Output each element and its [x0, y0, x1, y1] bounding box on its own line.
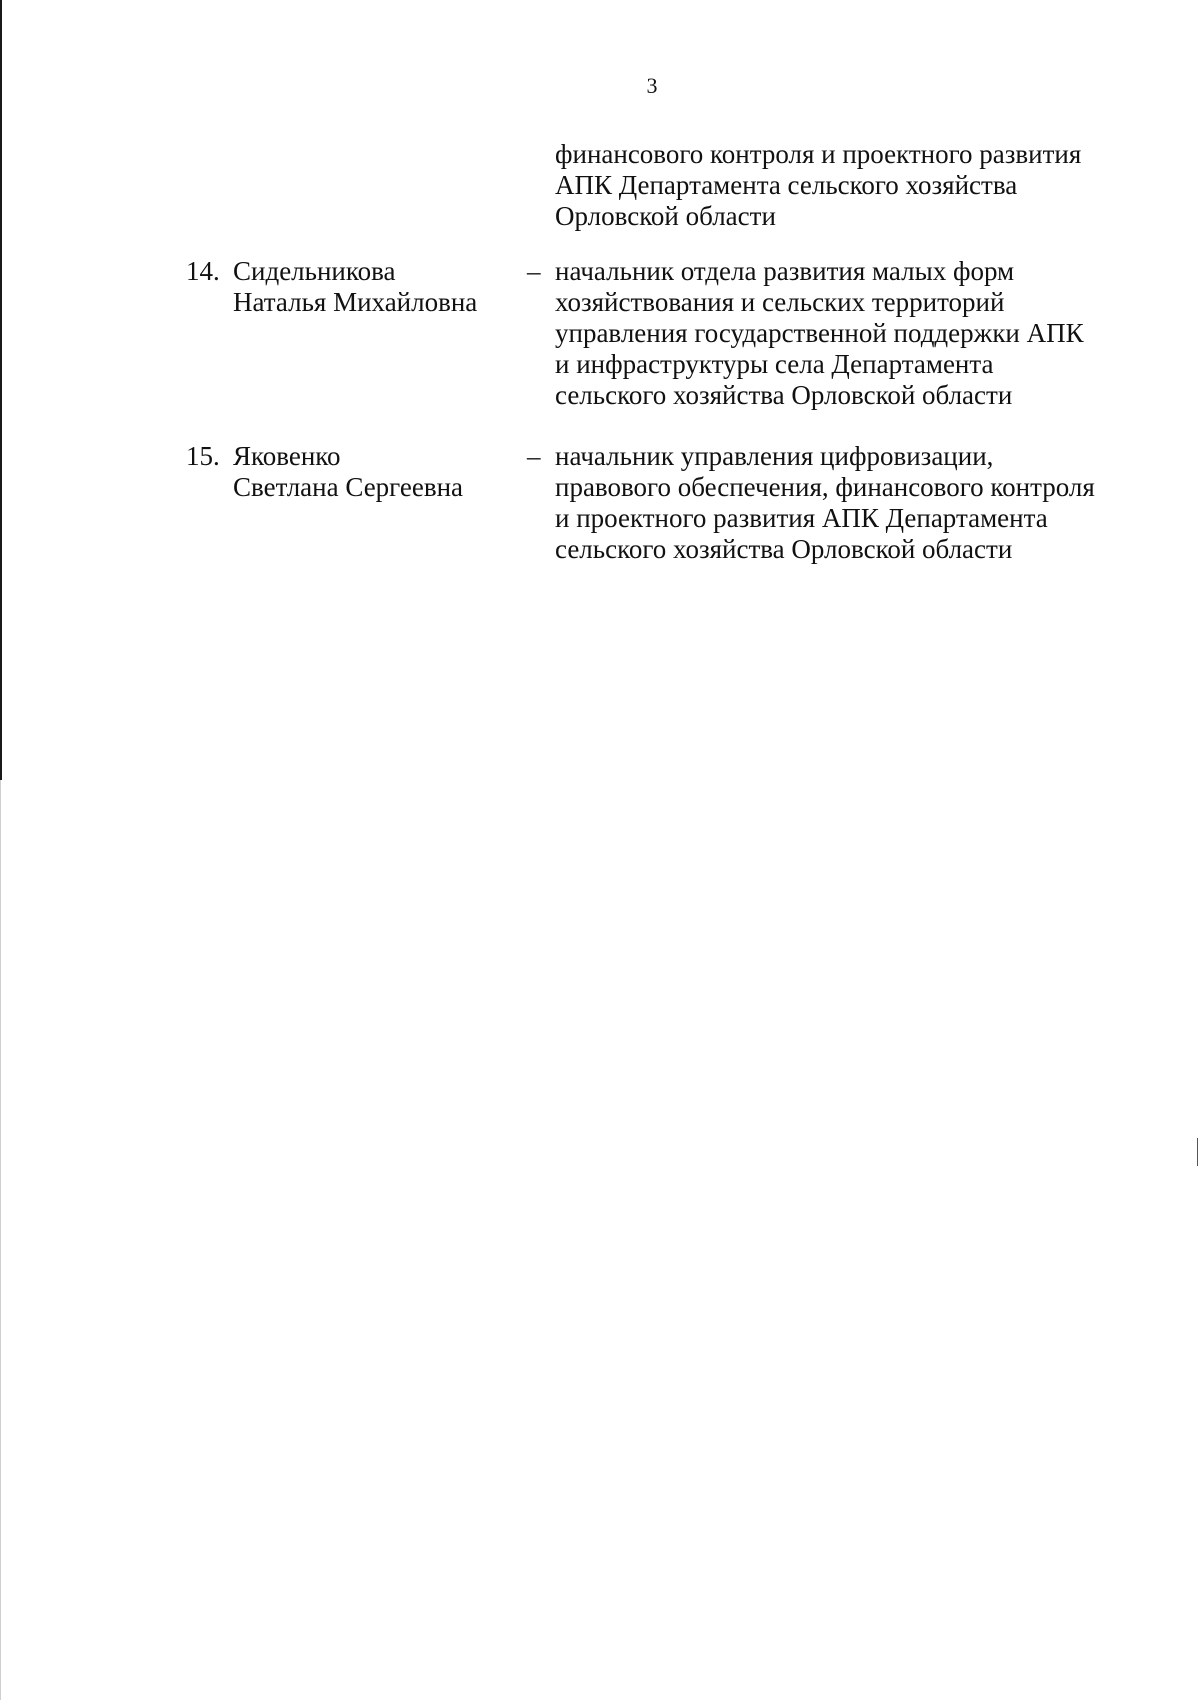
- scan-edge-right: [1197, 1138, 1198, 1166]
- entry-dash: –: [527, 441, 541, 471]
- entry-position-line: и проектного развития АПК Департамента: [555, 503, 1048, 533]
- entry-surname: Яковенко: [233, 441, 341, 471]
- entry-surname: Сидельникова: [233, 256, 396, 286]
- continued-description-line: Орловской области: [555, 201, 776, 231]
- page-number: 3: [646, 73, 658, 98]
- entry-number: 14.: [186, 256, 220, 286]
- scan-edge-left-faint: [0, 780, 1, 1700]
- entry-position-line: хозяйствования и сельских территорий: [555, 287, 1005, 317]
- entry-position-line: управления государственной поддержки АПК: [555, 318, 1084, 348]
- entry-given-names: Наталья Михайловна: [233, 287, 478, 317]
- entry-person-name: [233, 256, 513, 318]
- entry-position-line: сельского хозяйства Орловской области: [555, 534, 1013, 564]
- entry-position: [555, 441, 1155, 565]
- entry-position-line: и инфраструктуры села Департамента: [555, 349, 994, 379]
- entry-dash: –: [527, 256, 541, 286]
- continued-description-line: АПК Департамента сельского хозяйства: [555, 170, 1018, 200]
- entry-position-line: начальник отдела развития малых форм: [555, 256, 1015, 286]
- entry-position-line: начальник управления цифровизации,: [555, 441, 994, 471]
- continued-description-line: финансового контроля и проектного развития: [555, 139, 1082, 169]
- entry-number: 15.: [186, 441, 220, 471]
- entry-person-name: [233, 441, 513, 503]
- continued-description: [555, 139, 1155, 232]
- entry-given-names: Светлана Сергеевна: [233, 472, 464, 502]
- entry-position: [555, 256, 1155, 411]
- scan-edge-left: [0, 0, 2, 780]
- entry-position-line: правового обеспечения, финансового контроля: [555, 472, 1095, 502]
- entry-position-line: сельского хозяйства Орловской области: [555, 380, 1013, 410]
